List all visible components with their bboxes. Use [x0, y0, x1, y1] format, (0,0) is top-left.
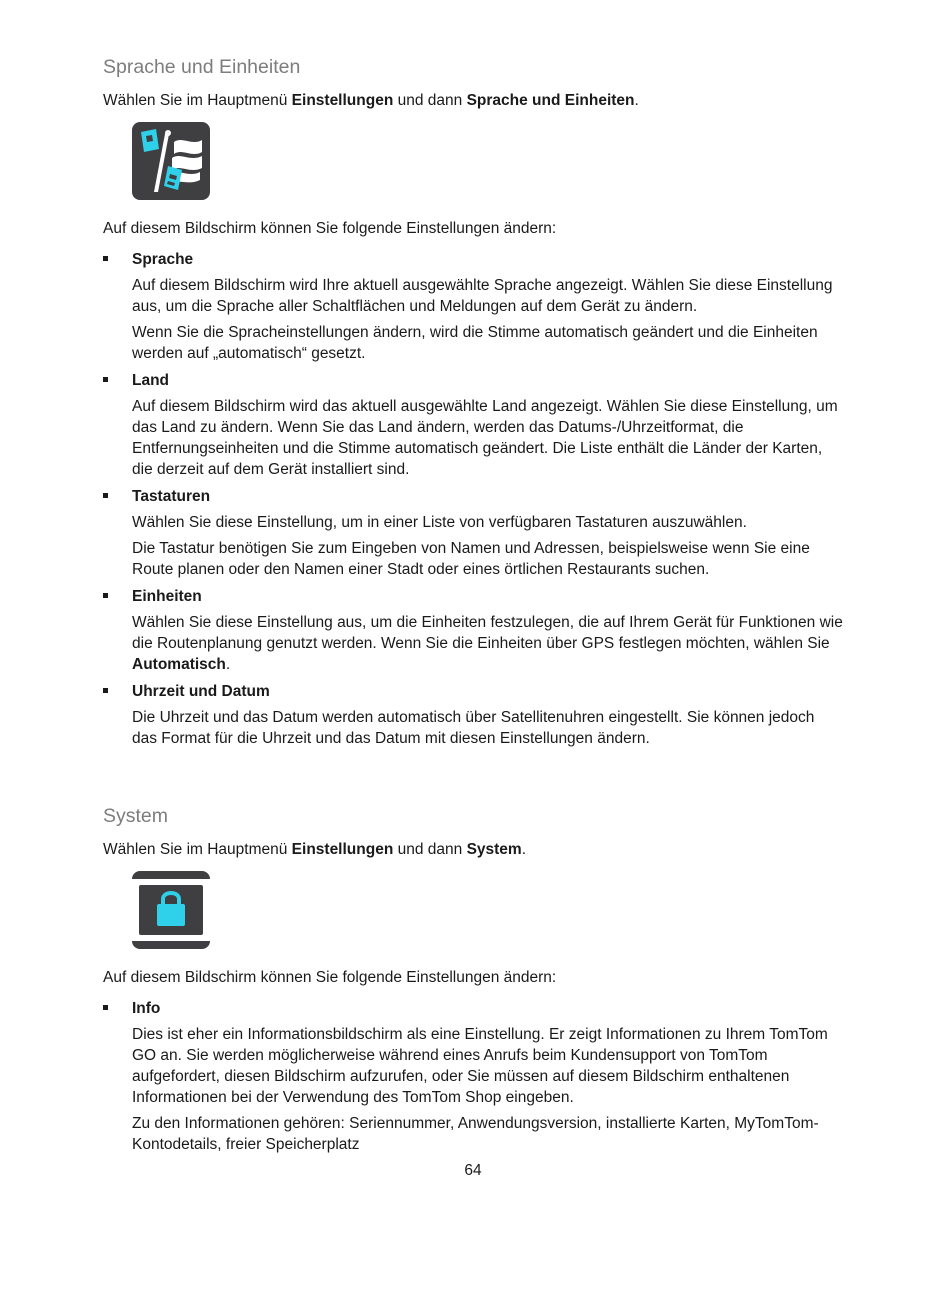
bullet-icon: [103, 493, 108, 498]
item-paragraph: Zu den Informationen gehören: Seriennummer, Anwendungsversion, installierte Karten, MyTomTom-Kontodetails, freier Speicherplatz: [132, 1115, 819, 1153]
page-number: 64: [464, 1162, 482, 1179]
list-item: [103, 586, 843, 675]
section-lead: Auf diesem Bildschirm können Sie folgende Einstellungen ändern:: [103, 969, 557, 986]
lock-icon: [132, 871, 210, 949]
bullet-icon: [103, 593, 108, 598]
item-paragraph: Auf diesem Bildschirm wird das aktuell ausgewählte Land angezeigt. Wählen Sie diese Einstellung, um das Land zu ändern. Wenn Sie das Land ändern, werden das Datums-/Uhrzeitformat, die Entfernungseinheiten und die Stimme automatisch geändert. Die Liste enthält die Länder der Karten, die derzeit auf dem Gerät installiert sind.: [132, 398, 838, 478]
item-title: Sprache: [132, 251, 194, 268]
item-paragraph: Die Tastatur benötigen Sie zum Eingeben von Namen und Adressen, beispielsweise wenn Sie eine Route planen oder den Namen einer Stadt oder eines örtlichen Restaurants suchen.: [132, 540, 810, 578]
list-item: [103, 486, 843, 580]
list-item: [103, 249, 843, 364]
item-title: Einheiten: [132, 588, 202, 605]
item-title: Land: [132, 372, 170, 389]
item-paragraph: Auf diesem Bildschirm wird Ihre aktuell ausgewählte Sprache angezeigt. Wählen Sie diese Einstellung aus, um die Sprache aller Schaltflächen und Meldungen auf dem Gerät zu ändern.: [132, 277, 833, 315]
section-intro: Wählen Sie im Hauptmenü Einstellungen und dann System.: [103, 841, 527, 858]
section-intro: Wählen Sie im Hauptmenü Einstellungen und dann Sprache und Einheiten.: [103, 92, 639, 109]
item-paragraph: Wählen Sie diese Einstellung aus, um die Einheiten festzulegen, die auf Ihrem Gerät für Funktionen wie die Routenplanung genutzt werden. Wenn Sie die Einheiten über GPS festlegen möchten, wählen Sie Automatisch.: [132, 614, 843, 673]
item-title: Uhrzeit und Datum: [132, 683, 270, 700]
language-flag-icon: [132, 122, 210, 200]
section-heading-system: System: [103, 805, 169, 827]
language-flag-icon-graphic: [132, 122, 210, 200]
item-title: Tastaturen: [132, 488, 211, 505]
bullet-icon: [103, 1005, 108, 1010]
item-paragraph: Dies ist eher ein Informationsbildschirm als eine Einstellung. Er zeigt Informationen zu Ihrem TomTom GO an. Sie werden möglicherweise während eines Anrufs beim Kundensupport von TomTom aufgefordert, diesen Bildschirm aufzurufen, oder Sie müssen auf diesem Bildschirm enthaltenen Informationen bei der Verwendung des TomTom Shop eingeben.: [132, 1026, 828, 1106]
item-paragraph: Die Uhrzeit und das Datum werden automatisch über Satellitenuhren eingestellt. Sie können jedoch das Format für die Uhrzeit und das Datum mit diesen Einstellungen ändern.: [132, 709, 815, 747]
bullet-icon: [103, 256, 108, 261]
item-title: Info: [132, 1000, 161, 1017]
lock-icon-graphic: [132, 871, 210, 949]
list-item: [103, 998, 843, 1155]
item-paragraph: Wählen Sie diese Einstellung, um in einer Liste von verfügbaren Tastaturen auszuwählen.: [132, 514, 747, 531]
section-lead: Auf diesem Bildschirm können Sie folgende Einstellungen ändern:: [103, 220, 557, 237]
list-item: [103, 370, 843, 480]
bullet-icon: [103, 688, 108, 693]
list-item: [103, 681, 843, 749]
bullet-icon: [103, 377, 108, 382]
item-paragraph: Wenn Sie die Spracheinstellungen ändern, wird die Stimme automatisch geändert und die Einheiten werden auf „automatisch“ gesetzt.: [132, 324, 818, 362]
section-heading-language-units: Sprache und Einheiten: [103, 56, 301, 78]
